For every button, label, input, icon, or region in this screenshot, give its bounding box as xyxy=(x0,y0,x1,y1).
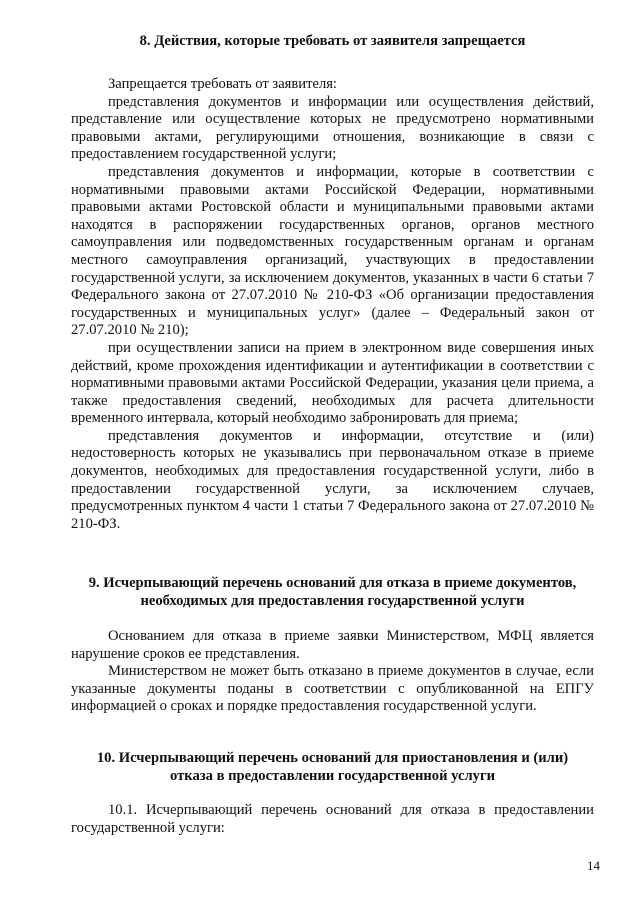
section-10-title-line-2: отказа в предоставлении государственной услуги xyxy=(170,767,495,784)
paragraph: представления документов и информации или осуществления действий, представление или осуществление которых не предусмотрено нормативными правовыми актами, регулирующими отношения, возникающие в связи с предоставлением государственной услуги; xyxy=(71,93,594,163)
paragraph: 10.1. Исчерпывающий перечень оснований для отказа в предоставлении государственной услуги: xyxy=(71,802,594,836)
paragraph: представления документов и информации, которые в соответствии с нормативными правовыми актами Российской Федерации, нормативными правовыми актами Ростовской области и муниципальными правовыми актами находятся в распоряжении государственных органов, органов местного самоуправления или подведомственных государственным органам и органам местного самоуправления организаций, участвующих в предоставлении государственной услуги, за исключением документов, указанных в части 6 статьи 7 Федерального закона от 27.07.2010 № 210-ФЗ «Об организации предоставления государственных и муниципальных услуг» (далее – Федеральный закон от 27.07.2010 № 210); xyxy=(71,163,594,339)
section-8-body xyxy=(71,76,594,533)
section-10-title-line-1: 10. Исчерпывающий перечень оснований для приостановления и (или) xyxy=(96,750,569,766)
page-number: 14 xyxy=(587,858,600,873)
section-9-title-block xyxy=(71,575,594,610)
section-8 xyxy=(71,33,594,51)
section-8-title: 8. Действия, которые требовать от заявителя запрещается xyxy=(139,33,526,49)
section-10-title-block xyxy=(71,750,594,785)
section-9-body xyxy=(71,628,594,716)
paragraph: Запрещается требовать от заявителя: xyxy=(108,76,337,92)
section-9-title-line-2: необходимых для предоставления государственной услуги xyxy=(140,592,525,609)
section-9-title-line-1: 9. Исчерпывающий перечень оснований для отказа в приеме документов, xyxy=(88,575,577,591)
section-10-body xyxy=(71,802,594,837)
paragraph: при осуществлении записи на прием в электронном виде совершения иных действий, кроме прохождения идентификации и аутентификации в соответствии с нормативными правовыми актами Российской Федерации, указания цели приема, а также предоставления сведений, необходимых для расчета длительности временного интервала, который необходимо забронировать для приема; xyxy=(71,339,594,427)
paragraph: Основанием для отказа в приеме заявки Министерством, МФЦ является нарушение сроков ее представления. xyxy=(71,628,594,662)
paragraph: представления документов и информации, отсутствие и (или) недостоверность которых не указывались при первоначальном отказе в приеме документов, необходимых для предоставления государственной услуги, либо в предоставлении государственной услуги, за исключением случаев, предусмотренных пунктом 4 части 1 статьи 7 Федерального закона от 27.07.2010 № 210-ФЗ. xyxy=(71,427,594,532)
paragraph: Министерством не может быть отказано в приеме документов в случае, если указанные документы поданы в соответствии с опубликованной на ЕПГУ информацией о сроках и порядке предоставления государственной услуги. xyxy=(71,663,594,715)
